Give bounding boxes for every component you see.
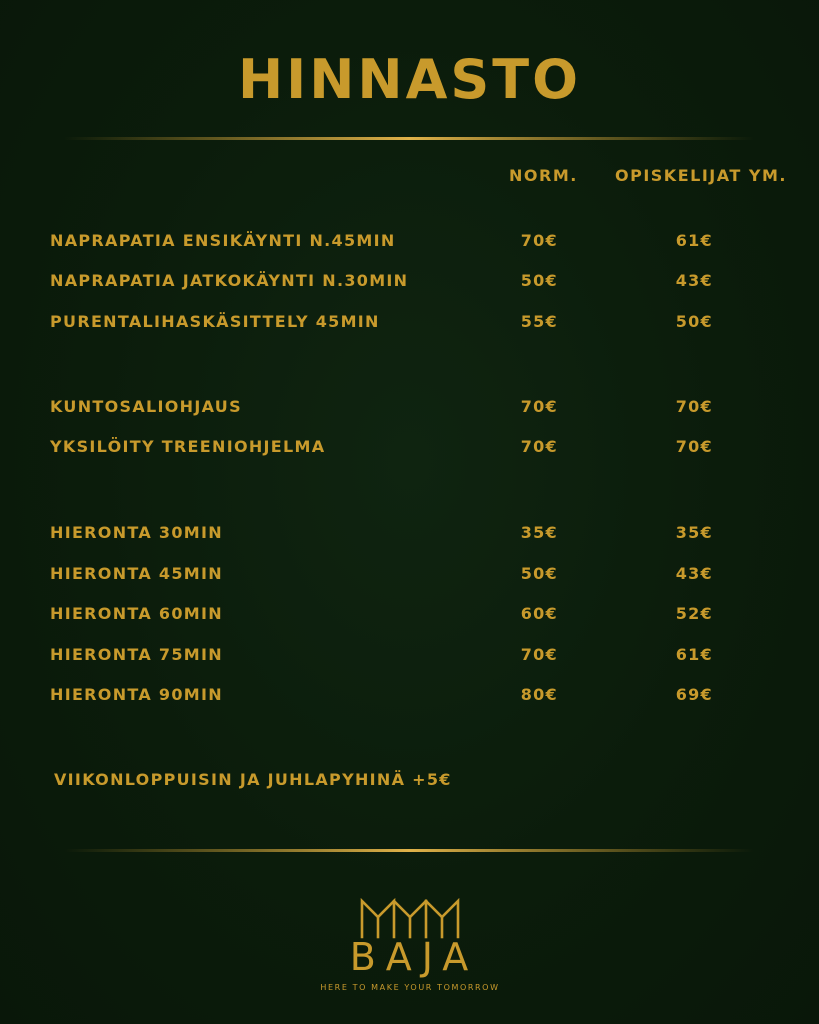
price-normal: 60€ [520,604,558,623]
price-student: 52€ [675,604,713,623]
price-student: 70€ [675,397,713,416]
service-name: HIERONTA 60MIN [50,604,223,623]
price-student: 43€ [675,271,713,290]
price-student: 61€ [675,645,713,664]
price-normal: 70€ [520,645,558,664]
price-student: 61€ [675,231,713,250]
column-header-normal: NORM. [509,166,578,185]
service-name: HIERONTA 30MIN [50,523,223,542]
page-title: HINNASTO [237,48,582,111]
price-row [50,397,750,421]
price-row [50,437,750,461]
service-name: PURENTALIHASKÄSITTELY 45MIN [50,312,380,331]
service-name: HIERONTA 90MIN [50,685,223,704]
weekend-surcharge-note: VIIKONLOPPUISIN JA JUHLAPYHINÄ +5€ [54,770,452,789]
top-divider [64,137,754,140]
price-row [50,271,750,295]
price-row [50,523,750,547]
price-row [50,312,750,336]
price-student: 43€ [675,564,713,583]
price-student: 70€ [675,437,713,456]
price-row [50,564,750,588]
price-row [50,645,750,669]
brand-tagline: HERE TO MAKE YOUR TOMORROW [320,983,500,992]
price-normal: 70€ [520,397,558,416]
service-name: KUNTOSALIOHJAUS [50,397,242,416]
price-row [50,604,750,628]
service-name: YKSILÖITY TREENIOHJELMA [50,437,326,456]
price-student: 35€ [675,523,713,542]
price-row [50,231,750,255]
price-student: 50€ [675,312,713,331]
bottom-divider [64,849,754,852]
price-normal: 50€ [520,271,558,290]
price-normal: 70€ [520,437,558,456]
price-normal: 70€ [520,231,558,250]
price-normal: 55€ [520,312,558,331]
price-student: 69€ [675,685,713,704]
service-name: HIERONTA 45MIN [50,564,223,583]
price-normal: 50€ [520,564,558,583]
price-row [50,685,750,709]
column-header-student: OPISKELIJAT YM. [615,166,787,185]
price-normal: 35€ [520,523,558,542]
service-name: NAPRAPATIA JATKOKÄYNTI N.30MIN [50,271,409,290]
brand-name: BAJA [349,935,479,979]
brand-logo [310,895,510,1005]
service-name: HIERONTA 75MIN [50,645,223,664]
service-name: NAPRAPATIA ENSIKÄYNTI N.45MIN [50,231,396,250]
price-normal: 80€ [520,685,558,704]
logo-mark-icon [358,895,462,939]
